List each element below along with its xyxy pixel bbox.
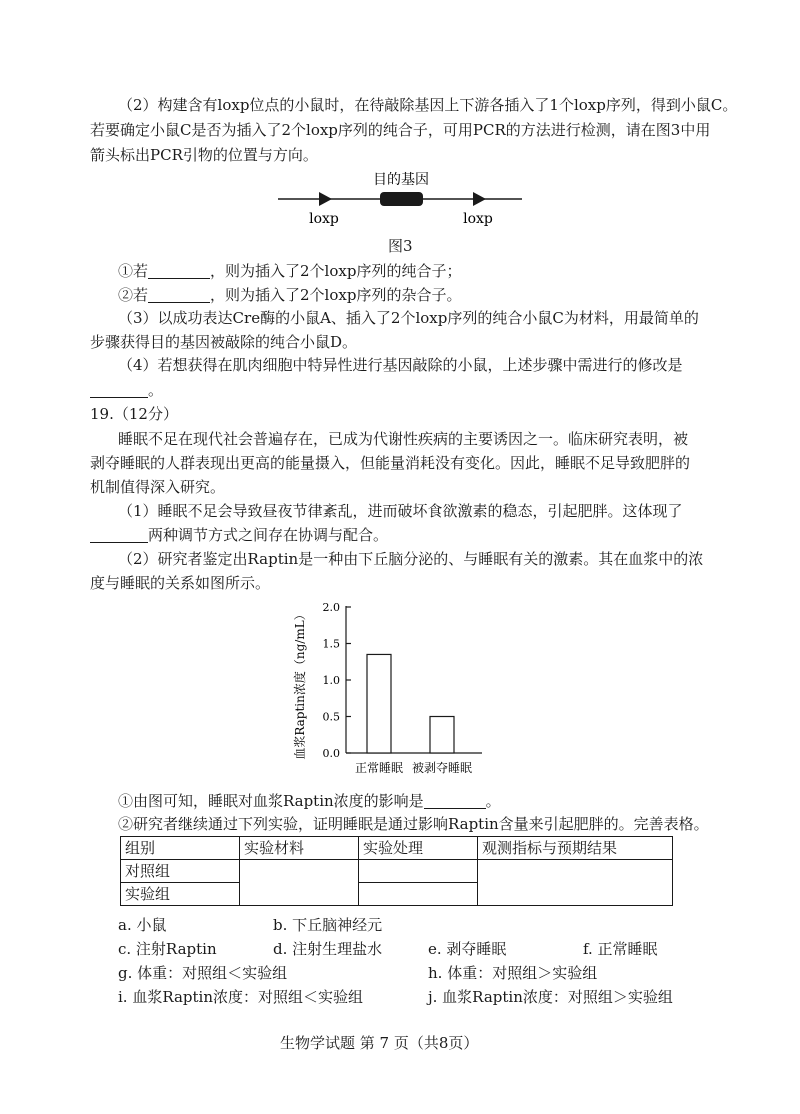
option-g: g. 体重：对照组＜实验组: [118, 964, 288, 982]
y-tick-label: 1.5: [322, 637, 340, 651]
option-b: b. 下丘脑神经元: [273, 916, 383, 934]
q18-part2-line3: 箭头标出PCR引物的位置与方向。: [90, 146, 318, 164]
item2-prefix: ②若: [118, 286, 149, 304]
loxp-left-marker: [319, 192, 332, 206]
gene-label: 目的基因: [373, 172, 429, 188]
item2-answer-blank[interactable]: [148, 286, 210, 303]
row-control-label: 对照组: [121, 860, 240, 883]
option-i: i. 血浆Raptin浓度：对照组＜实验组: [118, 988, 364, 1006]
raptin-bar-chart: [290, 596, 490, 786]
control-treatment-cell[interactable]: [359, 860, 478, 883]
option-c: c. 注射Raptin: [118, 940, 217, 958]
part4-suffix: 。: [148, 381, 164, 399]
y-ticks: [323, 601, 352, 760]
x-tick-label: 正常睡眠: [354, 761, 404, 775]
loxp-right-marker: [473, 192, 486, 206]
figure-3-diagram: [270, 168, 530, 238]
q18-item1: [118, 260, 461, 282]
option-h: h. 体重：对照组＞实验组: [428, 964, 598, 982]
row-experiment-label: 实验组: [121, 883, 240, 906]
q18-part3-line2: 步骤获得目的基因被敲除的纯合小鼠D。: [90, 333, 358, 351]
question-a-answer-blank[interactable]: [424, 792, 486, 809]
q18-part2-line2: 若要确定小鼠C是否为插入了2个loxp序列的纯合子，可用PCR的方法进行检测，请在图3中用: [90, 121, 711, 139]
q19-part2-line1: （2）研究者鉴定出Raptin是一种由下丘脑分泌的、与睡眠有关的激素。其在血浆中的浓: [118, 550, 704, 568]
target-gene-box: [380, 192, 423, 206]
question-a-prefix: ①由图可知，睡眠对血浆Raptin浓度的影响是: [118, 792, 424, 810]
q19-question-b: ②研究者继续通过下列实验，证明睡眠是通过影响Raptin含量来引起肥胖的。完善表格。: [118, 815, 709, 833]
table-row: [121, 860, 673, 883]
q19-header: 19.（12分）: [90, 405, 178, 423]
item2-suffix: ，则为插入了2个loxp序列的杂合子。: [210, 286, 462, 304]
experiment-table: [120, 836, 673, 906]
header-group: 组别: [121, 837, 240, 860]
bar-normal-sleep: [367, 654, 391, 753]
loxp-right-label: loxp: [463, 211, 493, 227]
q18-part3-line1: （3）以成功表达Cre酶的小鼠A、插入了2个loxp序列的纯合小鼠C为材料，用最简单的: [118, 309, 699, 327]
q19-intro-line3: 机制值得深入研究。: [90, 478, 226, 496]
q19-intro-line2: 剥夺睡眠的人群表现出更高的能量摄入，但能量消耗没有变化。因此，睡眠不足导致肥胖的: [90, 454, 691, 472]
option-a: a. 小鼠: [118, 916, 167, 934]
y-tick-label: 0.0: [322, 747, 340, 760]
question-a-suffix: 。: [485, 792, 501, 810]
experiment-treatment-cell[interactable]: [359, 883, 478, 906]
y-axis-label: 血浆Raptin浓度（ng/mL）: [293, 608, 307, 760]
item1-suffix: ，则为插入了2个loxp序列的纯合子；: [210, 262, 462, 280]
y-tick-label: 2.0: [322, 601, 340, 614]
material-cell[interactable]: [240, 860, 359, 906]
q19-intro-line1: 睡眠不足在现代社会普遍存在，已成为代谢性疾病的主要诱因之一。临床研究表明，被: [118, 430, 689, 448]
item1-prefix: ①若: [118, 262, 149, 280]
header-material: 实验材料: [240, 837, 359, 860]
item1-answer-blank[interactable]: [148, 262, 210, 279]
y-tick-label: 0.5: [322, 710, 340, 724]
loxp-left-label: loxp: [309, 211, 339, 227]
figure-3-caption: 图3: [388, 237, 413, 255]
table-header-row: [121, 837, 673, 860]
part1-answer-blank[interactable]: [90, 526, 148, 543]
q18-part4-line2: [90, 379, 163, 401]
q19-part2-line2: 度与睡眠的关系如图所示。: [90, 574, 271, 592]
bars: [367, 654, 454, 753]
y-tick-label: 1.0: [322, 674, 340, 687]
option-e: e. 剥夺睡眠: [428, 940, 507, 958]
x-tick-labels: [355, 760, 472, 775]
q18-part2-line1: （2）构建含有loxp位点的小鼠时，在待敲除基因上下游各插入了1个loxp序列，得到小鼠C。: [118, 96, 738, 114]
header-observation: 观测指标与预期结果: [478, 837, 673, 860]
q19-part1-line1: （1）睡眠不足会导致昼夜节律紊乱，进而破坏食欲激素的稳态，引起肥胖。这体现了: [118, 502, 683, 520]
q19-question-a: [118, 790, 501, 812]
part4-answer-blank[interactable]: [90, 381, 148, 398]
q18-part4-line1: （4）若想获得在肌肉细胞中特异性进行基因敲除的小鼠，上述步骤中需进行的修改是: [118, 356, 683, 374]
part1-suffix: 两种调节方式之间存在协调与配合。: [148, 526, 389, 544]
q18-item2: [118, 284, 461, 306]
x-tick-label: 被剥夺睡眠: [411, 761, 473, 775]
header-treatment: 实验处理: [359, 837, 478, 860]
page-footer: 生物学试题 第 7 页（共8页）: [280, 1034, 479, 1052]
bar-sleep-deprived: [430, 717, 454, 754]
option-f: f. 正常睡眠: [583, 940, 658, 958]
observation-cell[interactable]: [478, 860, 673, 906]
q19-part1-line2: [90, 524, 388, 546]
option-j: j. 血浆Raptin浓度：对照组＞实验组: [428, 988, 673, 1006]
option-d: d. 注射生理盐水: [273, 940, 383, 958]
